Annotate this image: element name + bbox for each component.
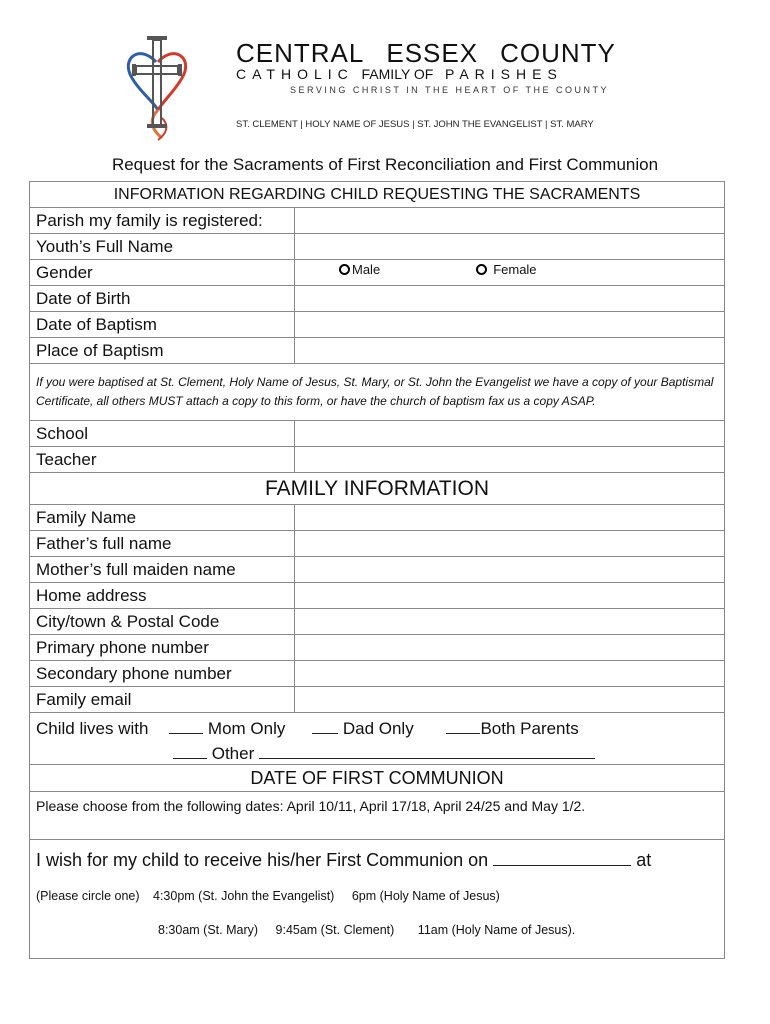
form-title: Request for the Sacraments of First Reconciliation and First Communion bbox=[111, 155, 659, 174]
city-label: City/town & Postal Code bbox=[30, 609, 295, 634]
primary-phone-label: Primary phone number bbox=[30, 635, 295, 660]
dob-field[interactable] bbox=[295, 286, 724, 311]
parish-list: ST. CLEMENT | HOLY NAME OF JESUS | ST. JOHN THE EVANGELIST | ST. MARY bbox=[236, 119, 594, 130]
secondary-phone-row bbox=[30, 661, 724, 687]
communion-date-field[interactable] bbox=[493, 851, 631, 866]
gender-female-radio[interactable]: Female bbox=[476, 262, 536, 277]
dad-only-blank[interactable] bbox=[312, 719, 338, 734]
parish-row bbox=[30, 208, 724, 234]
circle-prefix: (Please circle one) bbox=[36, 889, 140, 903]
email-label: Family email bbox=[30, 687, 295, 712]
dob-label: Date of Birth bbox=[30, 286, 295, 311]
teacher-label: Teacher bbox=[30, 447, 295, 472]
cross-heart-icon bbox=[118, 34, 196, 144]
registration-form bbox=[29, 181, 725, 959]
youth-name-field[interactable] bbox=[295, 234, 724, 259]
time-option[interactable]: 8:30am (St. Mary) bbox=[158, 923, 259, 937]
family-section-heading: FAMILY INFORMATION bbox=[30, 473, 724, 505]
mom-only-blank[interactable] bbox=[169, 719, 203, 734]
email-field[interactable] bbox=[295, 687, 724, 712]
teacher-row bbox=[30, 447, 724, 473]
baptism-place-label: Place of Baptism bbox=[30, 338, 295, 363]
city-field[interactable] bbox=[295, 609, 724, 634]
family-name-field[interactable] bbox=[295, 505, 724, 530]
school-row bbox=[30, 421, 724, 447]
school-field[interactable] bbox=[295, 421, 724, 446]
father-row bbox=[30, 531, 724, 557]
city-row bbox=[30, 609, 724, 635]
time-option[interactable]: 9:45am (St. Clement) bbox=[275, 923, 395, 937]
org-tagline: SERVING CHRIST IN THE HEART OF THE COUNTY bbox=[290, 85, 610, 95]
school-label: School bbox=[30, 421, 295, 446]
both-parents-label: Both Parents bbox=[480, 719, 579, 738]
wish-text: I wish for my child to receive his/her First Communion on bbox=[36, 850, 489, 870]
lives-with-row bbox=[30, 713, 724, 765]
baptism-date-label: Date of Baptism bbox=[30, 312, 295, 337]
youth-name-label: Youth’s Full Name bbox=[30, 234, 295, 259]
radio-circle-icon bbox=[476, 264, 487, 275]
at-text: at bbox=[636, 850, 652, 870]
address-label: Home address bbox=[30, 583, 295, 608]
time-option[interactable]: 11am (Holy Name of Jesus). bbox=[417, 923, 576, 937]
communion-section-heading: DATE OF FIRST COMMUNION bbox=[30, 765, 724, 792]
mother-field[interactable] bbox=[295, 557, 724, 582]
radio-circle-icon bbox=[339, 264, 350, 275]
lives-with-label: Child lives with bbox=[36, 719, 149, 738]
time-option[interactable]: 6pm (Holy Name of Jesus) bbox=[351, 889, 500, 903]
mom-only-label: Mom Only bbox=[207, 719, 286, 738]
baptism-date-field[interactable] bbox=[295, 312, 724, 337]
gender-male-radio[interactable]: Male bbox=[339, 262, 380, 277]
other-blank[interactable] bbox=[173, 744, 207, 759]
primary-phone-row bbox=[30, 635, 724, 661]
child-section-heading: INFORMATION REGARDING CHILD REQUESTING THE SACRAMENTS bbox=[30, 182, 724, 208]
parish-label: Parish my family is registered: bbox=[30, 208, 295, 233]
org-name-line2: CATHOLIC FAMILY OF PARISHES bbox=[236, 66, 563, 82]
choose-dates-text: Please choose from the following dates: April 10/11, April 17/18, April 24/25 and May 1/2. bbox=[36, 798, 586, 814]
gender-label: Gender bbox=[30, 260, 295, 285]
mother-row bbox=[30, 557, 724, 583]
mother-label: Mother’s full maiden name bbox=[30, 557, 295, 582]
youth-name-row bbox=[30, 234, 724, 260]
communion-wish-row bbox=[30, 840, 724, 958]
baptism-note-row bbox=[30, 364, 724, 421]
dad-only-label: Dad Only bbox=[342, 719, 414, 738]
dob-row bbox=[30, 286, 724, 312]
both-parents-blank[interactable] bbox=[446, 719, 480, 734]
baptism-date-row bbox=[30, 312, 724, 338]
other-field[interactable] bbox=[259, 744, 595, 759]
other-label: Other bbox=[211, 744, 255, 763]
address-field[interactable] bbox=[295, 583, 724, 608]
secondary-phone-label: Secondary phone number bbox=[30, 661, 295, 686]
secondary-phone-field[interactable] bbox=[295, 661, 724, 686]
father-label: Father’s full name bbox=[30, 531, 295, 556]
teacher-field[interactable] bbox=[295, 447, 724, 472]
baptism-place-field[interactable] bbox=[295, 338, 724, 363]
father-field[interactable] bbox=[295, 531, 724, 556]
family-name-row bbox=[30, 505, 724, 531]
org-name-line1: CENTRAL ESSEX COUNTY bbox=[236, 38, 616, 68]
time-option[interactable]: 4:30pm (St. John the Evangelist) bbox=[153, 889, 335, 903]
primary-phone-field[interactable] bbox=[295, 635, 724, 660]
letterhead bbox=[0, 0, 770, 150]
gender-row bbox=[30, 260, 724, 286]
family-name-label: Family Name bbox=[30, 505, 295, 530]
baptism-place-row bbox=[30, 338, 724, 364]
email-row bbox=[30, 687, 724, 713]
address-row bbox=[30, 583, 724, 609]
dates-row bbox=[30, 792, 724, 840]
baptism-note: If you were baptised at St. Clement, Holy Name of Jesus, St. Mary, or St. John the Evangelist we have a copy of your Baptismal Certificate, all others MUST attach a copy to this form, or have the church of baptism fax us a copy ASAP. bbox=[36, 375, 714, 408]
parish-field[interactable] bbox=[295, 208, 724, 233]
